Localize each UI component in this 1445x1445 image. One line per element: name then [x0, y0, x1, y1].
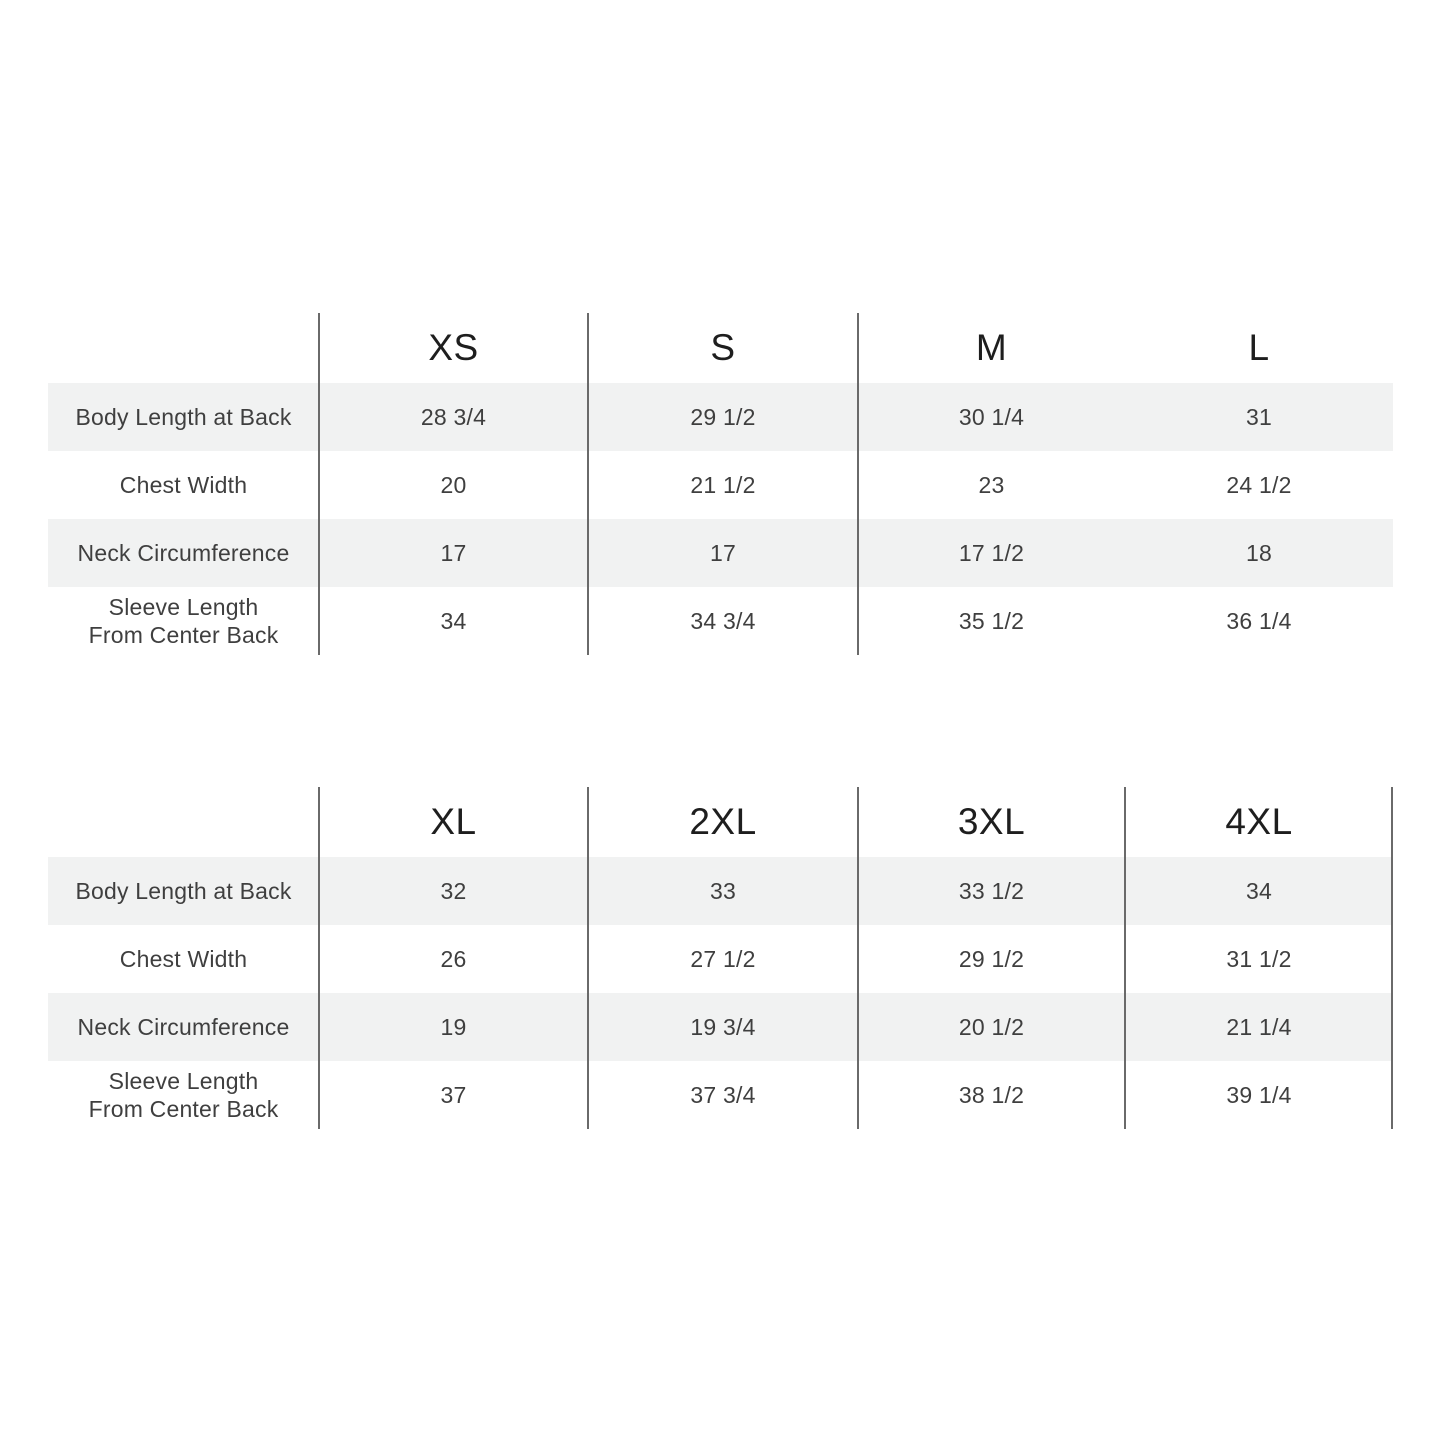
table-row-sleeve-length	[48, 1061, 1393, 1129]
table-cell: 20	[440, 471, 467, 498]
row-label-neck-circumference: Neck Circumference	[77, 540, 290, 566]
table-row-neck-circumference	[48, 519, 1393, 587]
table-cell: 33 1/2	[958, 877, 1025, 904]
column-divider	[1124, 787, 1126, 1129]
column-divider	[318, 787, 320, 1129]
table-cell: 30 1/4	[958, 403, 1025, 430]
table-row-body-length	[48, 857, 1393, 925]
table-cell: 27 1/2	[690, 945, 756, 972]
table-cell: 35 1/2	[958, 607, 1025, 634]
column-header-s: S	[710, 327, 736, 368]
table-cell: 37	[440, 1081, 467, 1108]
table-cell: 33	[710, 877, 736, 904]
table-cell: 24 1/2	[1226, 471, 1292, 498]
table-cell: 17	[440, 539, 467, 566]
size-table-xs-to-l	[48, 313, 1393, 655]
header-row	[48, 787, 1393, 857]
table-cell: 19	[440, 1013, 467, 1040]
row-label-neck-circumference: Neck Circumference	[77, 1014, 290, 1040]
size-table-xl-to-4xl	[48, 787, 1393, 1129]
table-cell: 38 1/2	[958, 1081, 1025, 1108]
table-cell: 29 1/2	[958, 945, 1025, 972]
row-label-chest-width: Chest Width	[119, 472, 248, 498]
column-header-xs: XS	[428, 327, 479, 368]
header-spacer-cell	[48, 313, 319, 383]
table-row-chest-width	[48, 925, 1393, 993]
column-header-l: L	[1248, 327, 1270, 368]
table-cell: 36 1/4	[1226, 607, 1292, 634]
table-cell: 37 3/4	[690, 1081, 756, 1108]
table-row-neck-circumference	[48, 993, 1393, 1061]
table-cell: 17	[710, 539, 736, 566]
row-label-sleeve-length: Sleeve Length From Center Back	[88, 1068, 279, 1122]
row-label-sleeve-length: Sleeve Length From Center Back	[88, 594, 279, 648]
table-cell: 23	[978, 471, 1005, 498]
table-cell: 31 1/2	[1226, 945, 1292, 972]
table-cell: 21 1/4	[1226, 1013, 1292, 1040]
table-cell: 17 1/2	[958, 539, 1025, 566]
row-label-chest-width: Chest Width	[119, 946, 248, 972]
table-cell: 31	[1246, 403, 1272, 430]
table-cell: 29 1/2	[690, 403, 756, 430]
column-divider	[1391, 787, 1393, 1129]
header-row	[48, 313, 1393, 383]
table-row-body-length	[48, 383, 1393, 451]
column-divider	[587, 787, 589, 1129]
table-cell: 20 1/2	[958, 1013, 1025, 1040]
table-cell: 26	[440, 945, 467, 972]
table-cell: 28 3/4	[420, 403, 487, 430]
table-cell: 34	[1246, 877, 1272, 904]
column-header-m: M	[975, 327, 1008, 368]
table-cell: 39 1/4	[1226, 1081, 1292, 1108]
row-label-body-length: Body Length at Back	[75, 404, 292, 430]
header-spacer-cell	[48, 787, 319, 857]
table-cell: 21 1/2	[690, 471, 756, 498]
column-divider	[587, 313, 589, 655]
column-divider	[318, 313, 320, 655]
column-divider	[857, 787, 859, 1129]
column-header-4xl: 4XL	[1225, 801, 1293, 842]
column-header-xl: XL	[430, 801, 477, 842]
column-header-2xl: 2XL	[689, 801, 757, 842]
row-label-body-length: Body Length at Back	[75, 878, 292, 904]
column-divider	[857, 313, 859, 655]
table-cell: 34	[440, 607, 467, 634]
table-cell: 18	[1246, 539, 1272, 566]
table-cell: 34 3/4	[690, 607, 756, 634]
table-row-chest-width	[48, 451, 1393, 519]
table-cell: 32	[440, 877, 467, 904]
table-cell: 19 3/4	[690, 1013, 756, 1040]
column-header-3xl: 3XL	[957, 801, 1026, 842]
table-row-sleeve-length	[48, 587, 1393, 655]
